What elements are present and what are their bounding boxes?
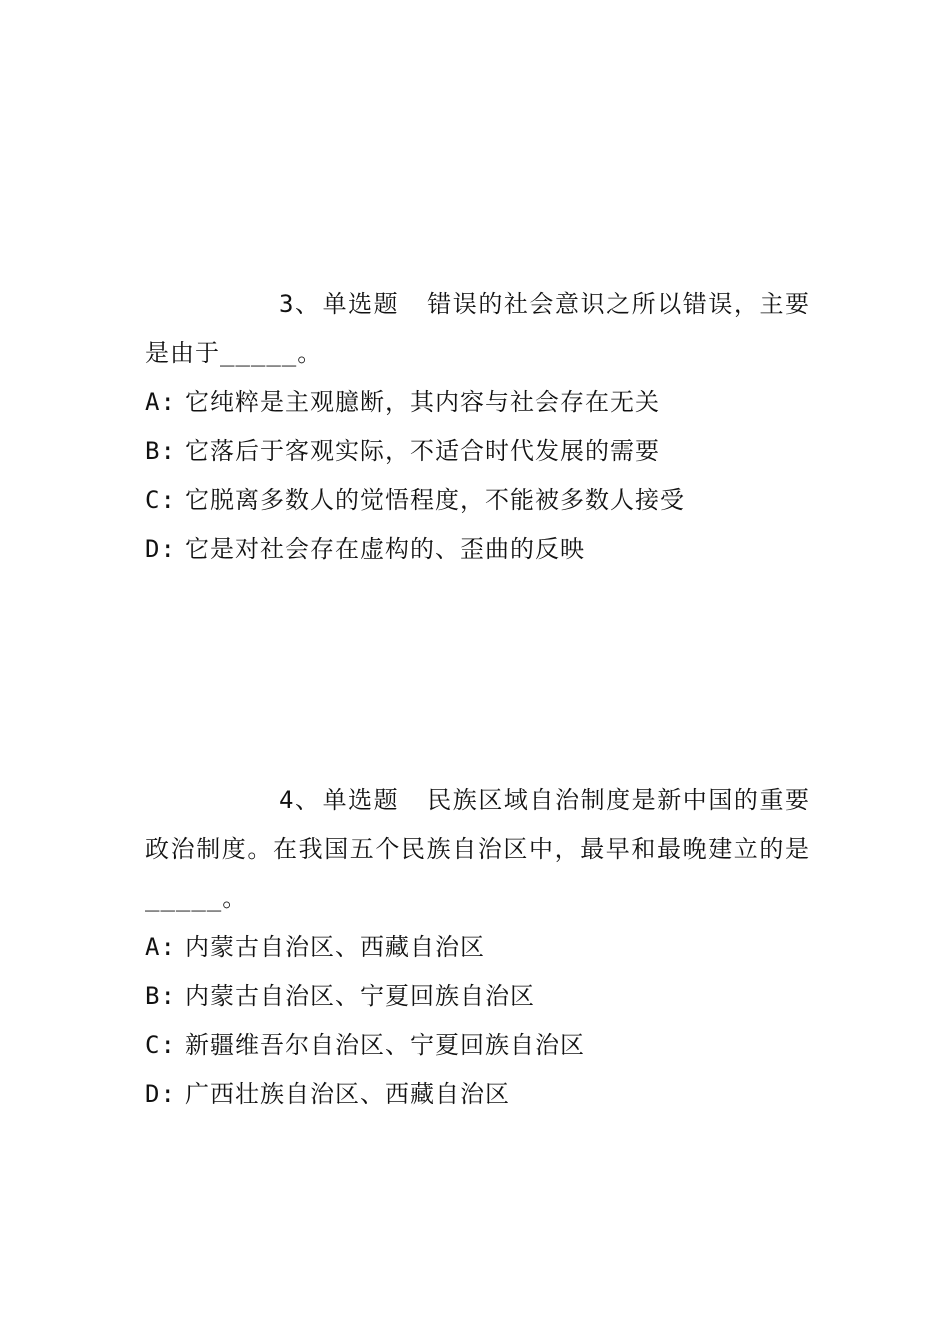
option-key: C:	[145, 1031, 176, 1059]
question-text: 民族区域自治制度是新中国的重要政治制度。在我国五个民族自治区中，最早和最晚建立的是_____。	[145, 786, 811, 912]
option-text: 内蒙古自治区、西藏自治区	[185, 933, 485, 961]
question-3	[145, 280, 810, 574]
option-key: A:	[145, 933, 176, 961]
option-key: C:	[145, 486, 176, 514]
question-stem	[145, 280, 810, 378]
option-list	[145, 378, 810, 574]
option-key: B:	[145, 437, 176, 465]
question-number: 4、	[279, 786, 321, 814]
option-text: 它脱离多数人的觉悟程度，不能被多数人接受	[185, 486, 685, 514]
option-text: 新疆维吾尔自治区、宁夏回族自治区	[185, 1031, 585, 1059]
option-key: D:	[145, 1080, 176, 1108]
question-type: 单选题	[322, 290, 400, 318]
option-key: D:	[145, 535, 176, 563]
option-a	[145, 923, 810, 972]
option-text: 它落后于客观实际，不适合时代发展的需要	[185, 437, 660, 465]
question-type: 单选题	[322, 786, 400, 814]
question-number: 3、	[279, 290, 321, 318]
option-b	[145, 972, 810, 1021]
option-text: 广西壮族自治区、西藏自治区	[185, 1080, 510, 1108]
option-list	[145, 923, 810, 1119]
option-b	[145, 427, 810, 476]
question-text: 错误的社会意识之所以错误，主要是由于_____。	[145, 290, 811, 367]
option-text: 它是对社会存在虚构的、歪曲的反映	[185, 535, 585, 563]
question-4	[145, 776, 810, 1119]
question-stem	[145, 776, 810, 923]
option-text: 它纯粹是主观臆断，其内容与社会存在无关	[185, 388, 660, 416]
option-key: A:	[145, 388, 176, 416]
option-d	[145, 525, 810, 574]
option-d	[145, 1070, 810, 1119]
option-a	[145, 378, 810, 427]
option-key: B:	[145, 982, 176, 1010]
option-c	[145, 476, 810, 525]
option-c	[145, 1021, 810, 1070]
option-text: 内蒙古自治区、宁夏回族自治区	[185, 982, 535, 1010]
